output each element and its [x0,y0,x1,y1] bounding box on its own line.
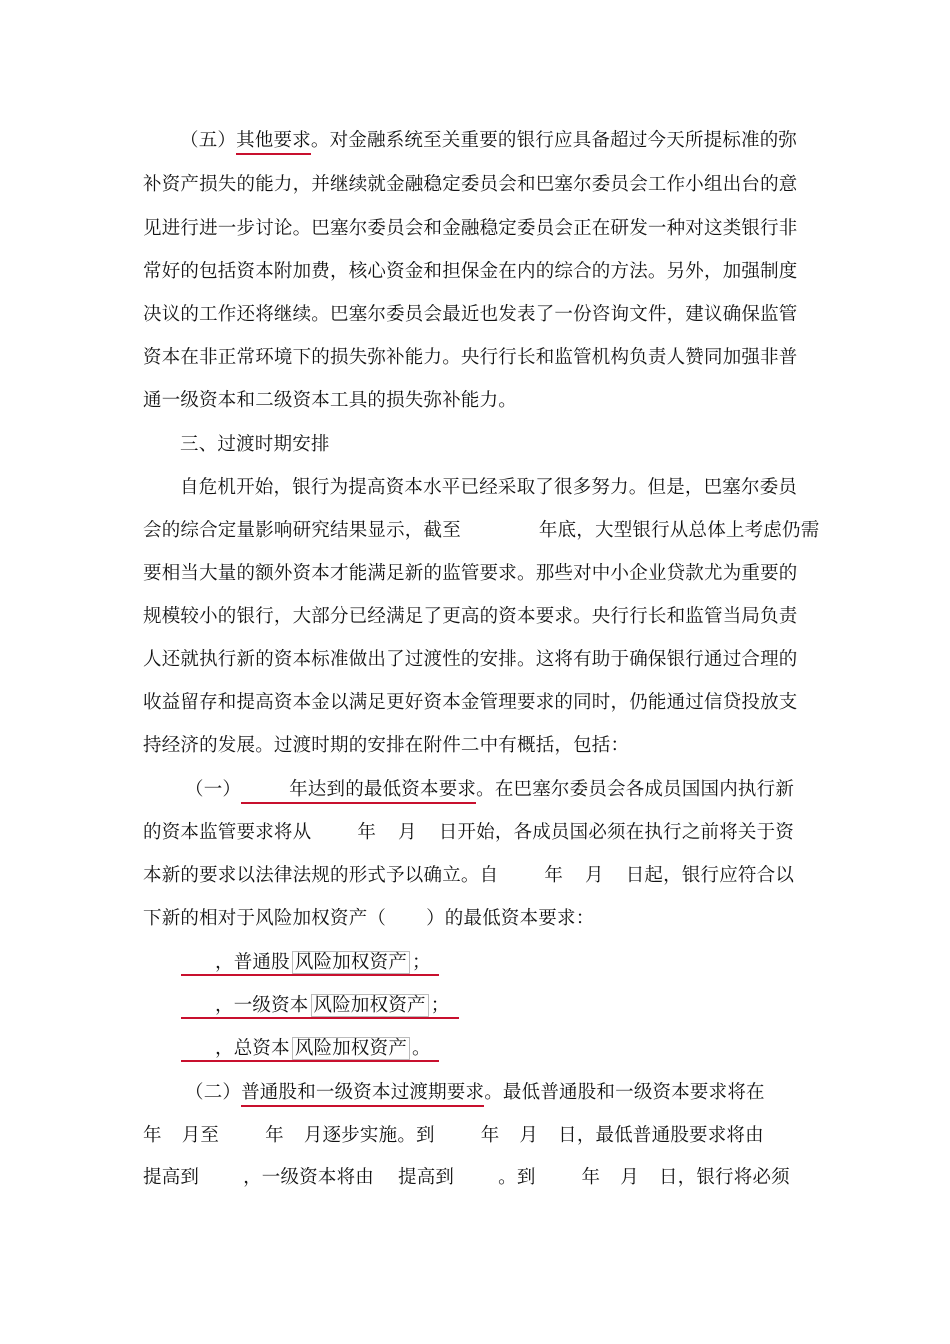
paragraph-5-line-7: 通一级资本和二级资本工具的损失弥补能力。 [143,390,518,411]
item-prefix: （五） [180,130,237,151]
text-run: 年 [480,1125,500,1146]
item-2-line-3 [143,1165,813,1191]
text-run: 的资本监管要求将从 [143,822,312,843]
intro-line-1: 自危机开始，银行为提高资本水平已经采取了很多努力。但是，巴塞尔委员 [180,477,798,498]
intro-line-6: 收益留存和提高资本金以满足更好资本金管理要求的同时，仍能通过信贷投放支 [143,692,798,713]
text-run: 年底，大型银行从总体上考虑仍需 [538,520,820,541]
section-3-heading: 三、过渡时期安排 [180,434,330,455]
text-run: 提高到 [398,1167,455,1188]
formula-common-equity [215,950,885,976]
item-1-line-3 [143,863,813,889]
intro-line-2 [143,518,820,544]
paragraph-5-line-1 [180,128,813,154]
text-run: 月 [620,1167,639,1188]
text-run: 月 [585,865,604,886]
formula-underline [181,974,439,976]
formula-underline [181,1017,459,1019]
item-2-line-1 [185,1080,818,1106]
formula-box: 风险加权资产 [292,1037,410,1060]
text-run: 年达到的最低资本要求 [289,779,477,800]
text-run: 月 [519,1125,539,1146]
text-run: 月至 [181,1125,220,1146]
text-run: 。对金融系统至关重要的银行应具备超过今天所提标准的弥 [310,130,798,151]
item-1-heading [241,779,476,804]
paragraph-5-line-6: 资本在非正常环境下的损失弥补能力。央行行长和监管机构负责人赞同加强非普 [143,347,798,368]
formula-label: ，一级资本 [215,995,309,1016]
item-1-line-4 [143,906,813,932]
item-prefix: （一） [185,779,242,800]
text-run: 下新的相对于风险加权资产（ [143,908,387,929]
intro-line-4: 规模较小的银行，大部分已经满足了更高的资本要求。央行行长和监管当局负责 [143,606,798,627]
formula-underline [181,1060,439,1062]
text-run: 。最低普通股和一级资本要求将在 [484,1082,765,1103]
text-run: 月 [398,822,417,843]
text-run: 提高到 [143,1167,200,1188]
item-2-line-2 [143,1123,813,1149]
paragraph-5-line-2: 补资产损失的能力，并继续就金融稳定委员会和巴塞尔委员会工作小组出台的意 [143,174,798,195]
item-2-heading: 普通股和一级资本过渡期要求 [241,1082,484,1107]
text-run: 年 [544,865,564,886]
formula-tier1-capital [215,993,885,1019]
intro-line-3: 要相当大量的额外资本才能满足新的监管要求。那些对中小企业贷款尤为重要的 [143,563,798,584]
text-run: 。 [412,1038,431,1059]
formula-label: ，普通股 [215,952,290,973]
intro-line-7: 持经济的发展。过渡时期的安排在附件二中有概括，包括： [143,735,630,756]
text-run: 年 [581,1167,601,1188]
text-run: 月逐步实施。到 [303,1125,435,1146]
item-1-line-1 [185,777,818,803]
formula-box: 风险加权资产 [311,994,429,1017]
paragraph-5-line-3: 见进行进一步讨论。巴塞尔委员会和金融稳定委员会正在研发一种对这类银行非 [143,218,798,239]
text-run: 日，最低普通股要求将由 [558,1125,764,1146]
paragraph-5-line-4: 常好的包括资本附加费，核心资金和担保金在内的综合的方法。另外，加强制度 [143,261,798,282]
text-run: ，一级资本将由 [243,1167,375,1188]
text-run: 日起，银行应符合以 [625,865,795,886]
formula-box: 风险加权资产 [292,951,410,974]
text-run: ； [412,952,431,973]
text-run: 年 [357,822,377,843]
text-run: 年 [143,1125,162,1146]
item-1-line-2 [143,820,813,846]
text-run: 。到 [498,1167,536,1188]
intro-line-5: 人还就执行新的资本标准做出了过渡性的安排。这将有助于确保银行通过合理的 [143,649,798,670]
text-run: 。在巴塞尔委员会各成员国国内执行新 [476,779,795,800]
text-run: ）的最低资本要求： [426,908,595,929]
text-run: 日开始，各成员国必须在执行之前将关于资 [438,822,795,843]
text-run: ； [430,995,450,1016]
text-run: 本新的要求以法律法规的形式予以确立。自 [143,865,499,886]
paragraph-5-line-5: 决议的工作还将继续。巴塞尔委员会最近也发表了一份咨询文件，建议确保监管 [143,304,798,325]
section-heading-other-requirements: 其他要求 [236,130,311,155]
formula-label: ，总资本 [215,1038,290,1059]
text-run: 年 [265,1125,284,1146]
text-run: 日，银行将必须 [658,1167,790,1188]
formula-total-capital [215,1036,885,1062]
text-run: 会的综合定量影响研究结果显示，截至 [143,520,461,541]
item-prefix: （二） [185,1082,242,1103]
